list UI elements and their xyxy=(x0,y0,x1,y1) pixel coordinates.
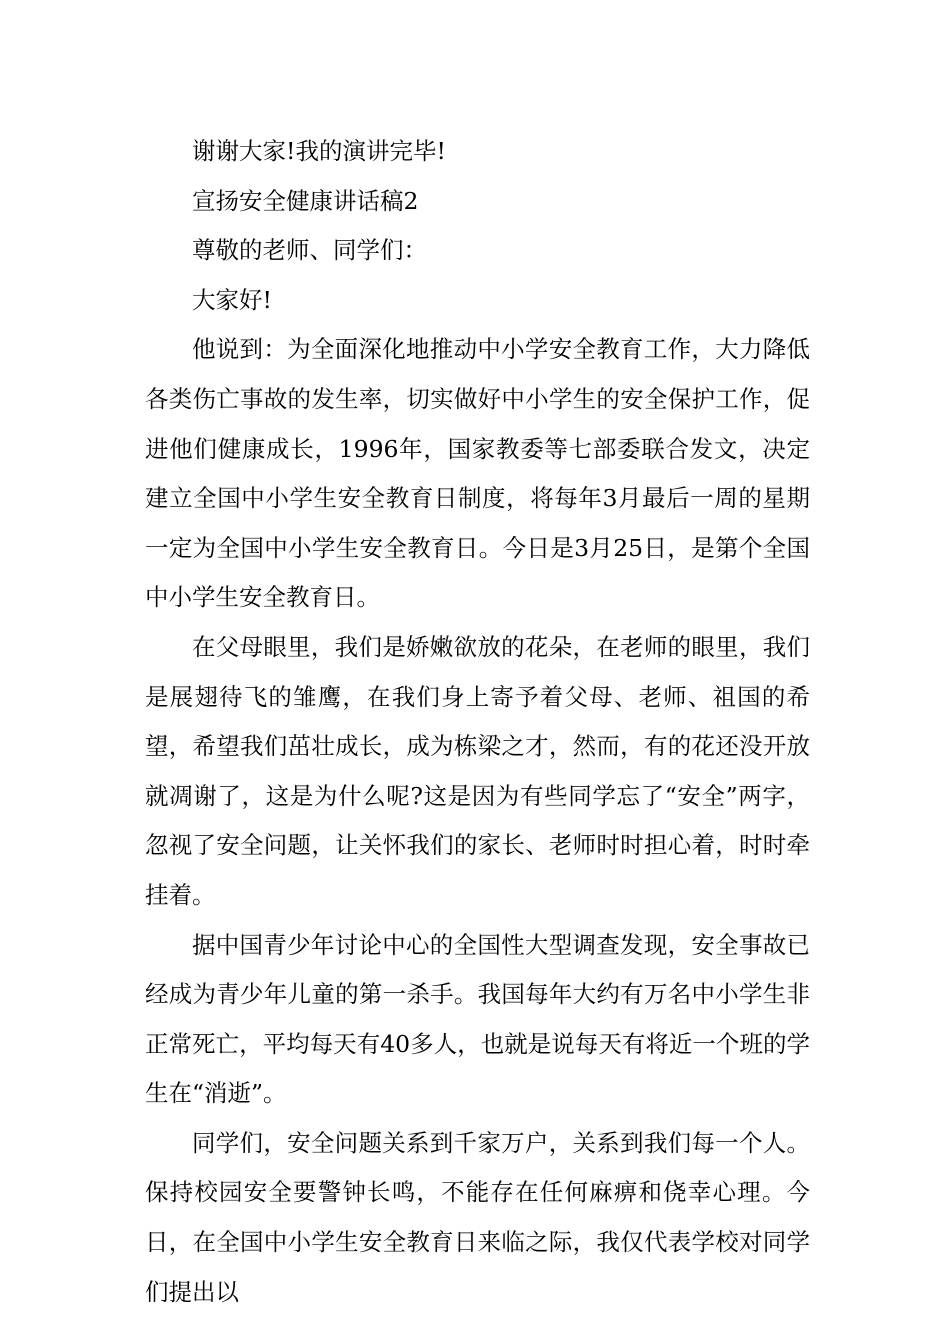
document-body xyxy=(145,127,810,1317)
paragraph-parents-hope: 在父母眼里，我们是娇嫩欲放的花朵，在老师的眼里，我们是展翅待飞的雏鹰，在我们身上寄予着父母、老师、祖国的希望，希望我们茁壮成长，成为栋梁之才，然而，有的花还没开放就凋谢了，这是为什么呢?这是因为有些同学忘了“安全”两字，忽视了安全问题，让关怀我们的家长、老师时时担心着，时时牵挂着。 xyxy=(145,632,810,909)
paragraph-survey-findings: 据中国青少年讨论中心的全国性大型调查发现，安全事故已经成为青少年儿童的第一杀手。我国每年大约有万名中小学生非正常死亡，平均每天有40多人，也就是说每天有将近一个班的学生在“消逝”。 xyxy=(145,930,810,1108)
paragraph-speech-title: 宣扬安全健康讲话稿2 xyxy=(192,186,419,215)
paragraph-greeting: 大家好! xyxy=(192,285,272,314)
paragraph-safety-day-origin: 他说到：为全面深化地推动中小学安全教育工作，大力降低各类伤亡事故的发生率，切实做好中小学生的安全保护工作，促进他们健康成长，1996年，国家教委等七部委联合发文，决定建立全国中小学生安全教育日制度，将每年3月最后一周的星期一定为全国中小学生安全教育日。今日是3月25日，是第个全国中小学生安全教育日。 xyxy=(145,335,810,612)
paragraph-call-to-action: 同学们，安全问题关系到千家万户，关系到我们每一个人。保持校园安全要警钟长鸣，不能存在任何麻痹和侥幸心理。今日，在全国中小学生安全教育日来临之际，我仅代表学校对同学们提出以 xyxy=(145,1128,810,1306)
paragraph-salutation: 尊敬的老师、同学们： xyxy=(192,236,427,265)
paragraph-closing-thanks: 谢谢大家!我的演讲完毕! xyxy=(192,137,446,165)
